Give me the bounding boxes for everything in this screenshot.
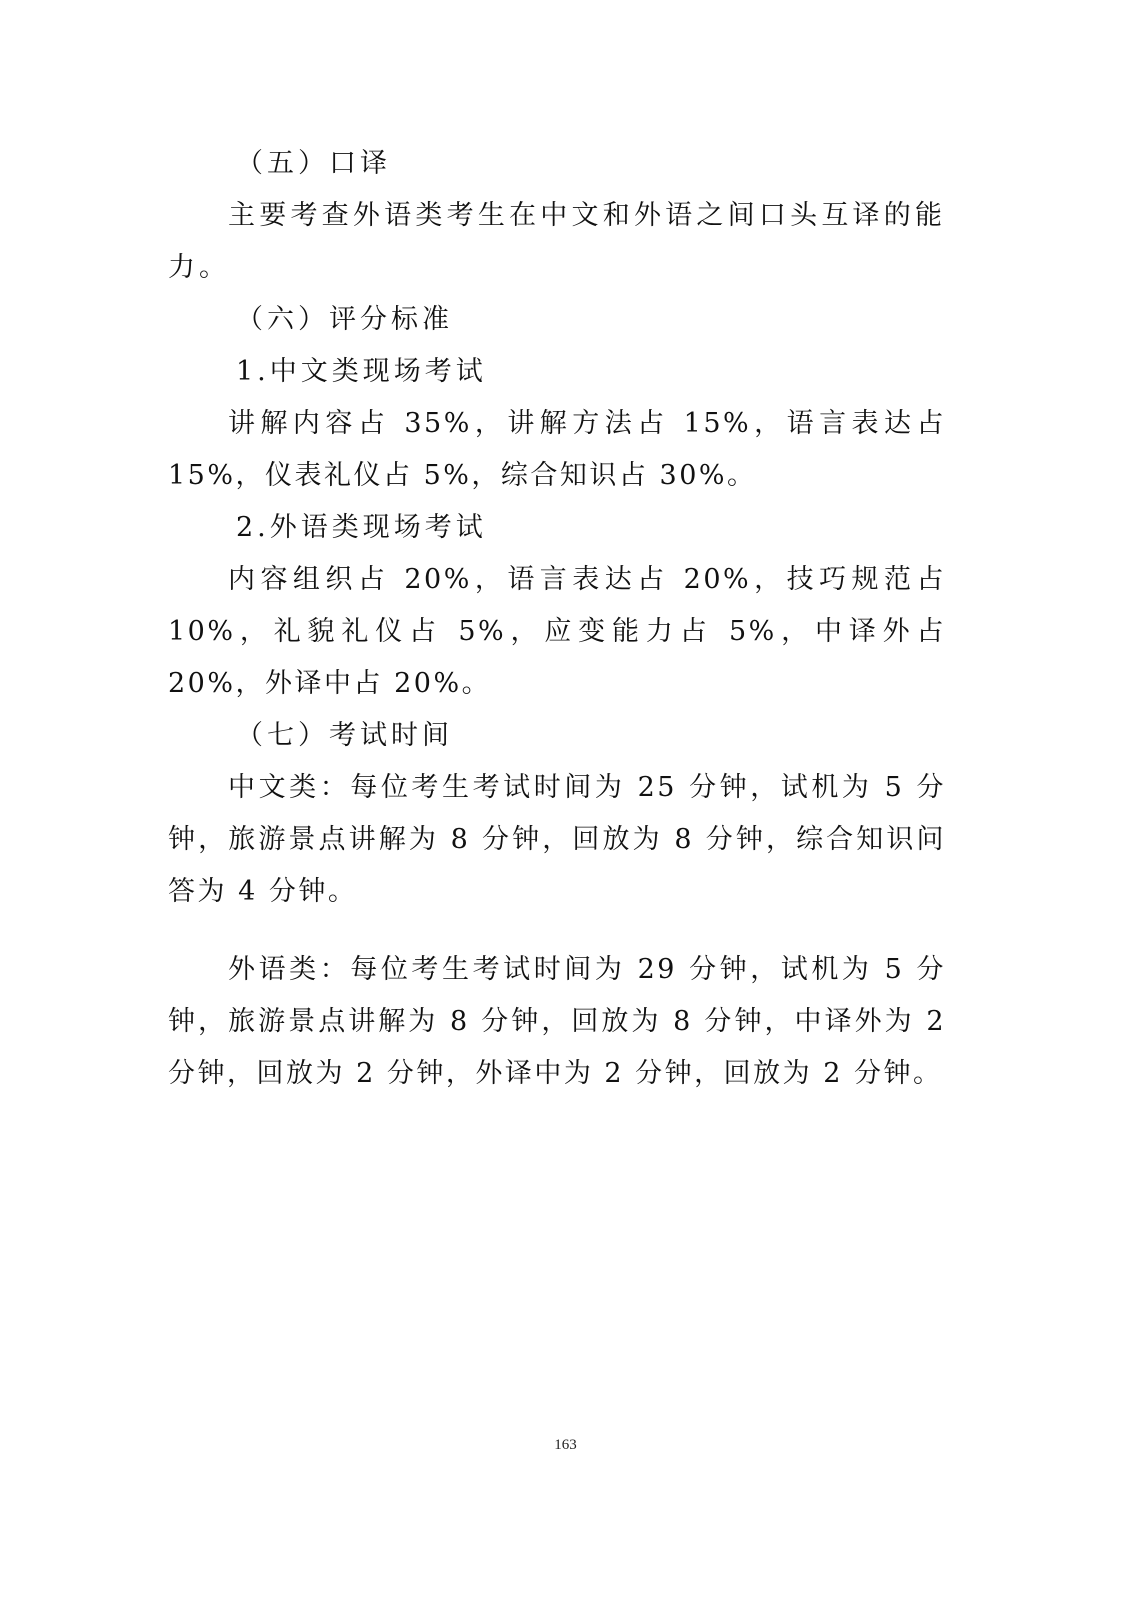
section-heading-interpretation: （五）口译 bbox=[236, 148, 391, 179]
document-body bbox=[168, 138, 946, 1100]
interpretation-description: 主要考查外语类考生在中文和外语之间口头互译的能力。 bbox=[168, 200, 946, 283]
foreign-language-scoring-weights: 内容组织占 20%，语言表达占 20%，技巧规范占 10%，礼貌礼仪占 5%，应变能力占 5%，中译外占 20%，外译中占 20%。 bbox=[168, 564, 946, 699]
section-heading-scoring-criteria: （六）评分标准 bbox=[236, 304, 453, 335]
subheading-foreign-language-onsite-exam: 2.外语类现场考试 bbox=[236, 512, 487, 543]
foreign-language-exam-time-paragraph: 外语类：每位考生考试时间为 29 分钟，试机为 5 分钟，旅游景点讲解为 8 分钟，回放为 8 分钟，中译外为 2 分钟，回放为 2 分钟，外译中为 2 分钟，回放为 2 分钟。 bbox=[168, 954, 946, 1089]
section-heading-exam-time: （七）考试时间 bbox=[236, 720, 453, 751]
chinese-exam-time-paragraph: 中文类：每位考生考试时间为 25 分钟，试机为 5 分钟，旅游景点讲解为 8 分钟，回放为 8 分钟，综合知识问答为 4 分钟。 bbox=[168, 772, 946, 907]
chinese-scoring-weights: 讲解内容占 35%，讲解方法占 15%，语言表达占 15%，仪表礼仪占 5%，综合知识占 30%。 bbox=[168, 408, 946, 491]
page-number: 163 bbox=[554, 1437, 577, 1453]
subheading-chinese-onsite-exam: 1.中文类现场考试 bbox=[236, 356, 487, 387]
